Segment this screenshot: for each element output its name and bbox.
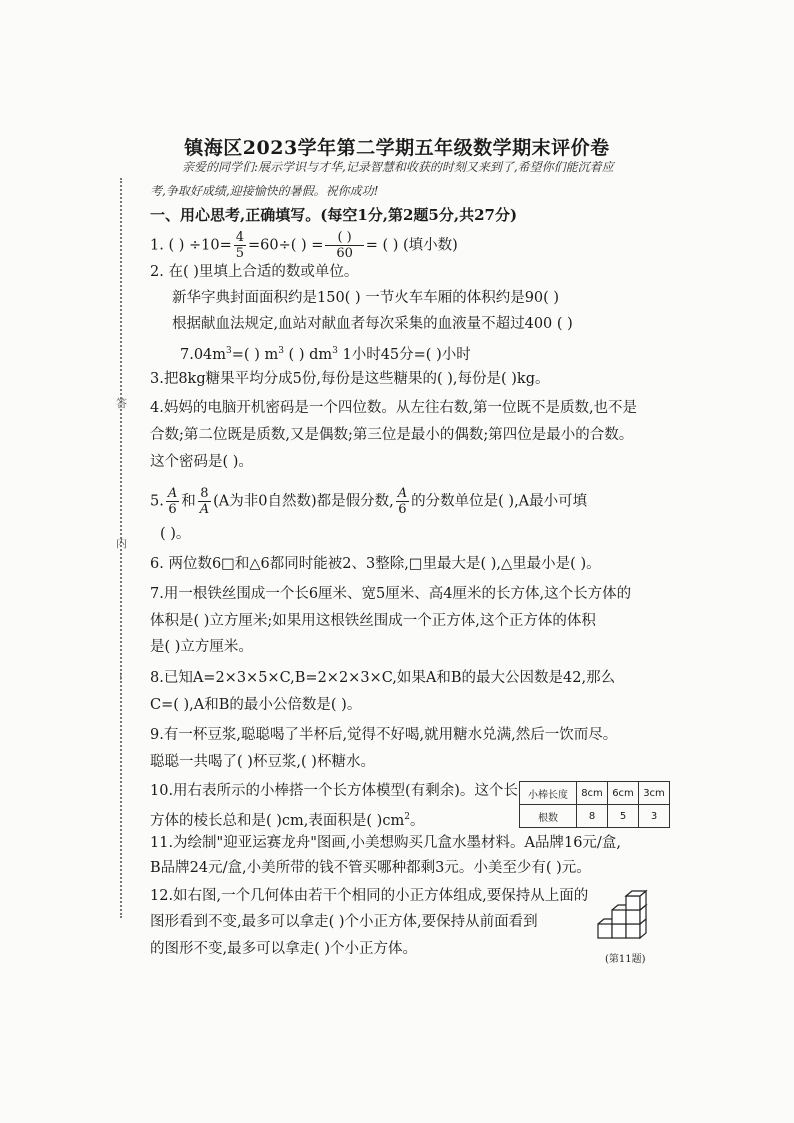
q10-text: 方体的棱长总和是( )cm,表面积是( )cm <box>150 812 405 829</box>
q5-text: (A为非0自然数)都是假分数, <box>213 493 394 510</box>
fraction <box>198 486 211 517</box>
intro-line: 考,争取好成绩,迎接愉快的暑假。祝你成功! <box>150 184 379 198</box>
table-cell: 小棒长度 <box>520 782 577 805</box>
question-12-line: 的图形不变,最多可以拿走( )个小正方体。 <box>150 941 418 957</box>
q2-text: ( ) dm <box>283 346 333 363</box>
table-cell: 3cm <box>639 782 670 805</box>
table-row <box>520 782 670 805</box>
table-cell: 8cm <box>577 782 608 805</box>
question-6: 6. 两位数6□和△6都同时能被2、3整除,□里最大是( ),△里最小是( )。 <box>150 556 601 572</box>
question-10-line: 10.用右表所示的小棒搭一个长方体模型(有剩余)。这个长 <box>150 783 518 799</box>
fraction-numerator: ( ) <box>325 230 363 246</box>
fraction <box>166 486 179 517</box>
margin-mark: 内 <box>116 537 127 550</box>
fraction <box>396 486 409 517</box>
question-12-line: 图形看到不变,最多可以拿走( )个小正方体,要保持从前面看到 <box>150 914 538 930</box>
question-3: 3.把8kg糖果平均分成5份,每份是这些糖果的( ),每份是( )kg。 <box>150 371 550 387</box>
table-cell: 8 <box>577 805 608 828</box>
question-7-line: 7.用一根铁丝围成一个长6厘米、宽5厘米、高4厘米的长方体,这个长方体的 <box>150 586 632 602</box>
question-2-line <box>180 339 471 367</box>
fraction-denominator: A <box>199 502 210 517</box>
question-4-line: 合数;第二位既是质数,又是偶数;第三位是最小的偶数;第四位是最小的合数。 <box>150 427 634 443</box>
question-7-line: 是( )立方厘米。 <box>150 639 253 655</box>
superscript: 3 <box>226 346 232 356</box>
q2-text: 1小时45分=( )小时 <box>337 346 471 363</box>
question-8-line: 8.已知A=2×3×5×C,B=2×2×3×C,如果A和B的最大公因数是42,那么 <box>150 670 616 686</box>
question-9-line: 9.有一杯豆浆,聪聪喝了半杯后,觉得不好喝,就用糖水兑满,然后一饮而尽。 <box>150 727 618 743</box>
q5-text: 5. <box>150 493 164 510</box>
q10-text: 。 <box>409 812 425 829</box>
stick-table <box>519 781 670 828</box>
q1-text: =60÷( ) = <box>248 237 324 254</box>
fraction-denominator: 6 <box>168 502 177 517</box>
fraction-denominator: 60 <box>336 246 353 261</box>
figure-caption: (第11题) <box>605 954 646 965</box>
table-cell: 5 <box>608 805 639 828</box>
question-5 <box>150 486 587 517</box>
fraction <box>325 230 363 261</box>
superscript: 3 <box>332 346 338 356</box>
q1-text: = ( ) (填小数) <box>365 237 458 254</box>
cube-figure <box>596 884 658 946</box>
fraction-numerator: 4 <box>235 230 245 245</box>
question-8-line: C=( ),A和B的最小公倍数是( )。 <box>150 697 362 713</box>
q5-text: 和 <box>181 493 196 510</box>
fraction-denominator: 6 <box>398 502 407 517</box>
question-4-line: 4.妈妈的电脑开机密码是一个四位数。从左往右数,第一位既不是质数,也不是 <box>150 400 638 416</box>
question-10-line <box>150 805 424 833</box>
q1-text: 1. ( ) ÷10= <box>150 237 232 254</box>
question-2-line: 根据献血法规定,血站对献血者每次采集的血液量不超过400 ( ) <box>172 316 573 332</box>
fraction-denominator: 5 <box>235 246 245 261</box>
question-5-line: ( )。 <box>160 526 191 542</box>
q5-text: 的分数单位是( ),A最小可填 <box>411 493 588 510</box>
question-9-line: 聪聪一共喝了( )杯豆浆,( )杯糖水。 <box>150 754 375 770</box>
question-12-line: 12.如右图,一个几何体由若干个相同的小正方体组成,要保持从上面的 <box>150 888 589 904</box>
section-heading: 一、用心思考,正确填写。(每空1分,第2题5分,共27分) <box>150 206 518 224</box>
margin-mark: ⁝ <box>119 670 123 683</box>
question-1 <box>150 230 458 261</box>
question-7-line: 体积是( )立方厘米;如果用这根铁丝围成一个正方体,这个正方体的体积 <box>150 613 596 629</box>
fraction-numerator: A <box>167 486 178 501</box>
fraction-numerator: 8 <box>198 486 211 502</box>
question-2-heading: 2. 在( )里填上合适的数或单位。 <box>150 264 359 280</box>
page-title: 镇海区2023学年第二学期五年级数学期末评价卷 <box>184 137 610 159</box>
question-11-line: 11.为绘制"迎亚运赛龙舟"图画,小美想购买几盒水墨材料。A品牌16元/盒, <box>150 835 621 851</box>
question-11-line: B品牌24元/盒,小美所带的钱不管买哪种都剩3元。小美至少有( )元。 <box>150 860 591 876</box>
q2-text: =( ) m <box>231 346 279 363</box>
intro-line: 亲爱的同学们:展示学识与才华,记录智慧和收获的时刻又来到了,希望你们能沉着应 <box>182 160 614 174</box>
q2-text: 7.04m <box>180 346 227 363</box>
question-2-line: 新华字典封面面积约是150( ) 一节火车车厢的体积约是90( ) <box>172 290 560 306</box>
table-cell: 3 <box>639 805 670 828</box>
superscript: 3 <box>278 346 284 356</box>
question-4-line: 这个密码是( )。 <box>150 454 253 470</box>
table-row <box>520 805 670 828</box>
fraction-numerator: A <box>397 486 408 501</box>
fraction <box>234 230 246 261</box>
superscript: 2 <box>404 812 410 822</box>
table-cell: 6cm <box>608 782 639 805</box>
table-cell: 根数 <box>520 805 577 828</box>
margin-mark: 答 <box>116 397 127 410</box>
